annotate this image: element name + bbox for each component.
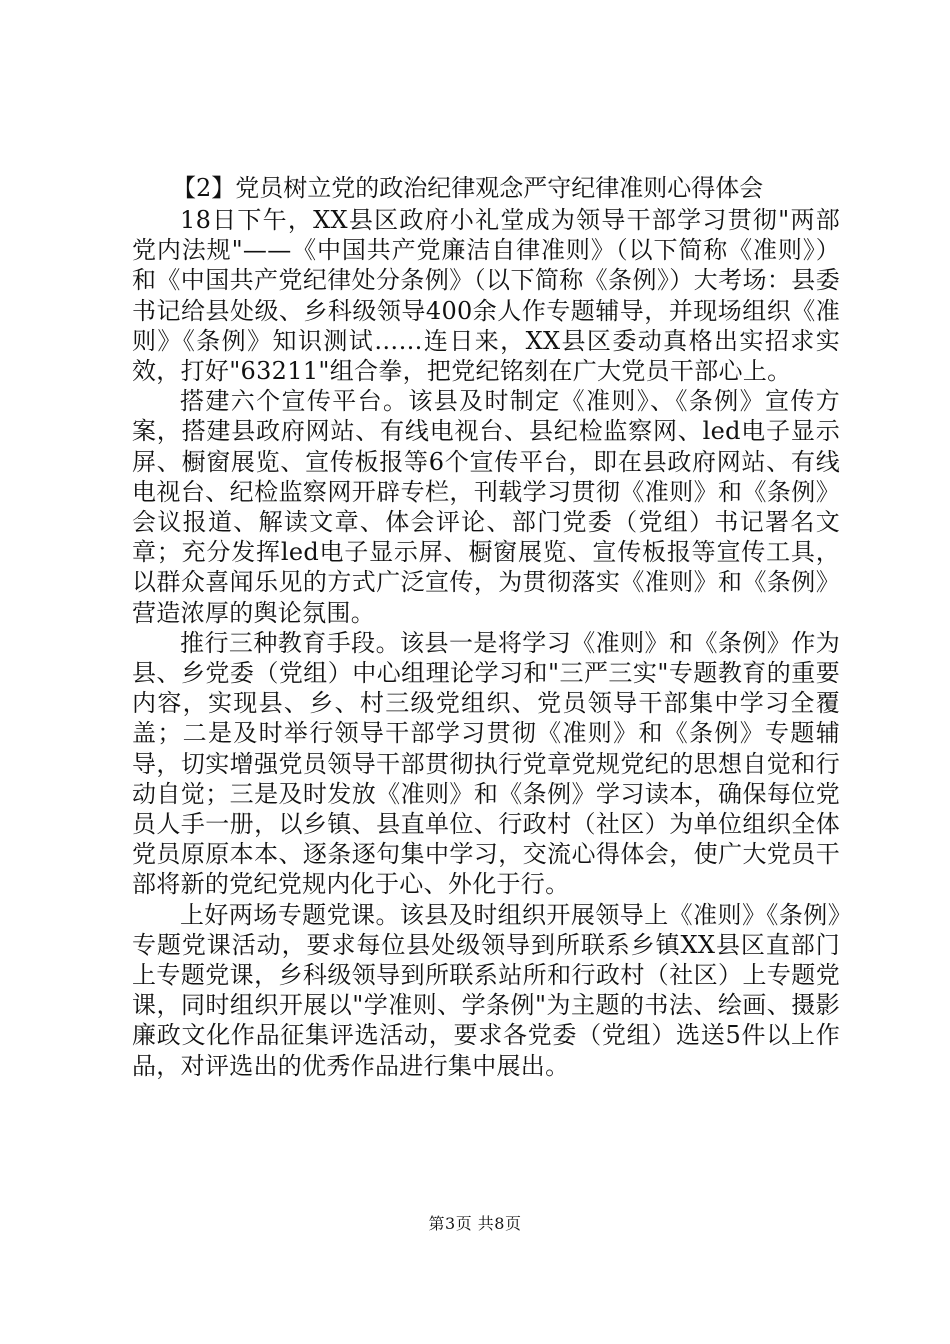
paragraph-education-methods: 推行三种教育手段。该县一是将学习《准则》和《条例》作为县、乡党委（党组）中心组理论学习和"三严三实"专题教育的重要内容，实现县、乡、村三级党组织、党员领导干部集中学习全覆盖；二是及时举行领导干部学习贯彻《准则》和《条例》专题辅导，切实增强党员领导干部贯彻执行党章党规党纪的思想自觉和行动自觉；三是及时发放《准则》和《条例》学习读本，确保每位党员人手一册，以乡镇、县直单位、行政村（社区）为单位组织全体党员原原本本、逐条逐句集中学习，交流心得体会，使广大党员干部将新的党纪党规内化于心、外化于行。 xyxy=(132,628,840,899)
page-number-footer: 第3页 共8页 xyxy=(428,1214,522,1233)
document-title: 【2】党员树立党的政治纪律观念严守纪律准则心得体会 xyxy=(172,174,764,202)
paragraph-publicity-platforms: 搭建六个宣传平台。该县及时制定《准则》、《条例》宣传方案，搭建县政府网站、有线电视台、县纪检监察网、led电子显示屏、橱窗展览、宣传板报等6个宣传平台，即在县政府网站、有线电视台、纪检监察网开辟专栏，刊载学习贯彻《准则》和《条例》会议报道、解读文章、体会评论、部门党委（党组）书记署名文章；充分发挥led电子显示屏、橱窗展览、宣传板报等宣传工具，以群众喜闻乐见的方式广泛宣传，为贯彻落实《准则》和《条例》营造浓厚的舆论氛围。 xyxy=(132,387,840,627)
paragraph-intro: 18日下午，XX县区政府小礼堂成为领导干部学习贯彻"两部党内法规"——《中国共产党廉洁自律准则》（以下简称《准则》）和《中国共产党纪律处分条例》（以下简称《条例》）大考场：县委书记给县处级、乡科级领导400余人作专题辅导，并现场组织《准则》《条例》知识测试……连日来，XX县区委动真格出实招求实效，打好"63211"组合拳，把党纪铭刻在广大党员干部心上。 xyxy=(132,206,840,386)
paragraph-party-lectures: 上好两场专题党课。该县及时组织开展领导上《准则》《条例》专题党课活动，要求每位县处级领导到所联系乡镇XX县区直部门上专题党课，乡科级领导到所联系站所和行政村（社区）上专题党课，同时组织开展以"学准则、学条例"为主题的书法、绘画、摄影廉政文化作品征集评选活动，要求各党委（党组）选送5件以上作品，对评选出的优秀作品进行集中展出。 xyxy=(132,900,840,1080)
document-body xyxy=(132,172,840,1081)
